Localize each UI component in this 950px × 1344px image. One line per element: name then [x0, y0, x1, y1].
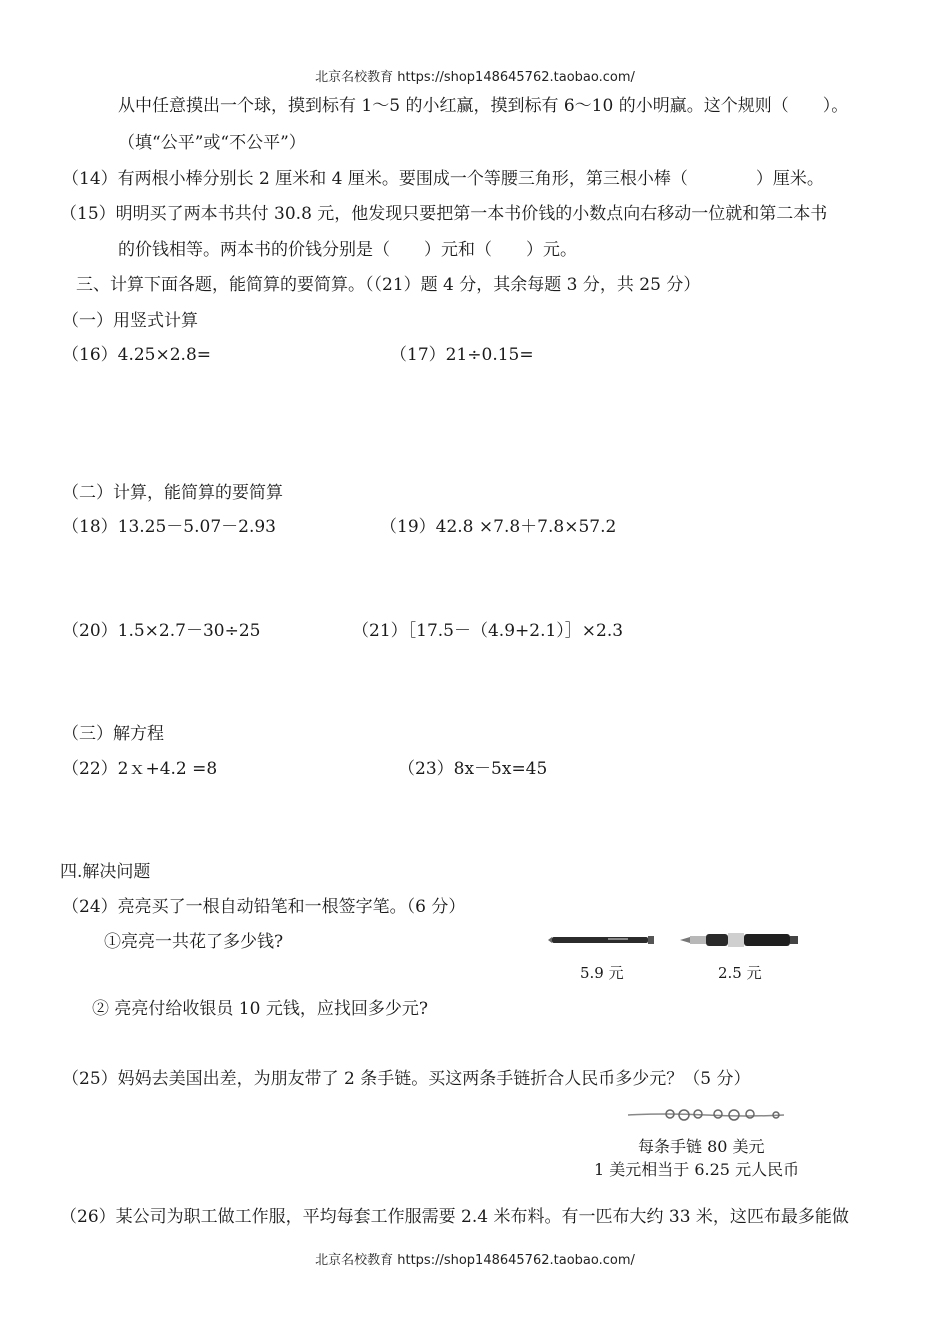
page-header: 北京名校教育 https://shop148645762.taobao.com/: [315, 70, 635, 85]
subsection-equations: （三）解方程: [62, 724, 164, 744]
subsection-calculate: （二）计算，能简算的要简算: [62, 483, 283, 503]
gel-pen-icon: [680, 928, 802, 952]
question-21: （21）［17.5－（4.9+2.1）］×2.3: [352, 621, 624, 641]
bracelet-price: 每条手链 80 美元: [638, 1137, 765, 1156]
mechanical-pencil-icon: [548, 930, 660, 950]
subsection-vertical-calc: （一）用竖式计算: [62, 311, 198, 331]
question-13-hint: （填“公平”或“不公平”）: [118, 133, 306, 153]
exchange-rate: 1 美元相当于 6.25 元人民币: [594, 1160, 800, 1179]
question-15-line2: 的价钱相等。两本书的价钱分别是（ ）元和（ ）元。: [118, 240, 577, 260]
question-23: （23）8x－5x=45: [398, 759, 548, 779]
question-24: （24）亮亮买了一根自动铅笔和一根签字笔。（6 分）: [62, 897, 466, 917]
question-14: （14）有两根小棒分别长 2 厘米和 4 厘米。要围成一个等腰三角形，第三根小棒（ ）厘米。: [62, 169, 824, 189]
bracelet-icon: [626, 1104, 786, 1126]
question-20: （20）1.5×2.7－30÷25: [62, 621, 261, 641]
question-13-text: 从中任意摸出一个球，摸到标有 1～5 的小红赢，摸到标有 6～10 的小明赢。这个规则（ ）。: [118, 96, 849, 116]
question-17: （17）21÷0.15=: [390, 345, 534, 365]
question-25: （25）妈妈去美国出差，为朋友带了 2 条手链。买这两条手链折合人民币多少元？（5 分）: [62, 1069, 751, 1089]
page-footer: 北京名校教育 https://shop148645762.taobao.com/: [315, 1253, 635, 1268]
question-22: （22）2ｘ+4.2 =8: [62, 759, 218, 779]
section-3-title: 三、计算下面各题，能简算的要简算。（（21）题 4 分，其余每题 3 分，共 25 分）: [76, 275, 701, 295]
question-19: （19）42.8 ×7.8＋7.8×57.2: [380, 517, 617, 537]
question-24-part2: ② 亮亮付给收银员 10 元钱，应找回多少元?: [92, 999, 428, 1019]
pen-price: 2.5 元: [718, 964, 762, 982]
question-24-part1: ①亮亮一共花了多少钱?: [104, 932, 284, 952]
section-4-title: 四.解决问题: [60, 862, 151, 882]
question-15-line1: （15）明明买了两本书共付 30.8 元，他发现只要把第一本书价钱的小数点向右移动一位就和第二本书: [60, 204, 828, 224]
question-16: （16）4.25×2.8=: [62, 345, 212, 365]
pencil-price: 5.9 元: [580, 964, 624, 982]
question-18: （18）13.25－5.07－2.93: [62, 517, 277, 537]
question-26: （26）某公司为职工做工作服，平均每套工作服需要 2.4 米布料。有一匹布大约 33 米，这匹布最多能做: [60, 1207, 849, 1227]
